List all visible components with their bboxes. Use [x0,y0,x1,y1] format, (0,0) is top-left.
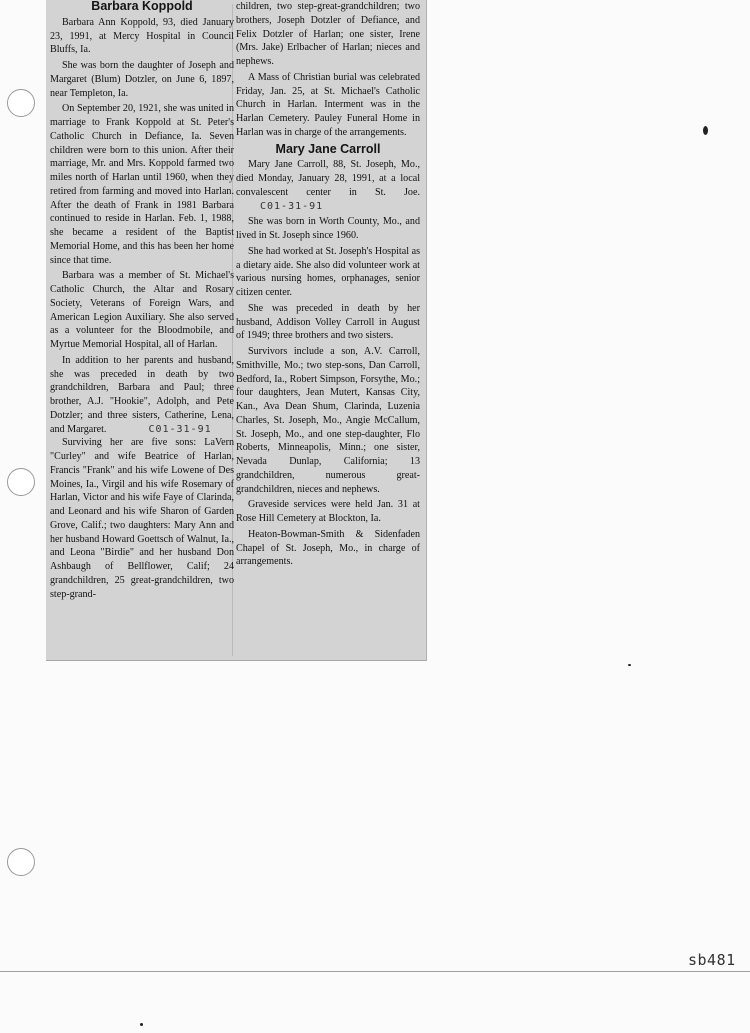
column-left [50,0,234,601]
column-right [236,0,420,569]
obit1-paragraph: On September 20, 1921, she was united in marriage to Frank Koppold at St. Peter's Catholic Church in Defiance, Ia. Seven children were born to this union. After their marriage, Mr. and Mrs. Koppold farmed two miles north of Harlan until 1960, when they retired from farming and moved into Harlan. After the death of Frank in 1981 Barbara continued to reside in Harlan. Feb. 1, 1988, she became a resident of the Baptist Memorial Home, and this has been her home since that time. [50,103,234,266]
obit1-paragraph: Barbara Ann Koppold, 93, died January 23, 1991, at Mercy Hospital in Council Bluffs, Ia. [50,16,234,56]
obit1-paragraph: A Mass of Christian burial was celebrated Friday, Jan. 25, at St. Michael's Catholic Church in Harlan. Interment was in the Harlan Cemetery. Pauley Funeral Home in Harlan was in charge of the arrangements. [236,71,420,138]
obit1-paragraph [50,354,234,437]
ink-speck [628,664,631,666]
obit2-paragraph: She was preceded in death by her husband, Addison Volley Carroll in August of 1949; three brothers and two sisters. [236,302,420,342]
catalog-number: sb481 [688,951,736,969]
obit1-paragraph-continued: children, two step-great-grandchildren; two brothers, Joseph Dotzler of Defiance, and Felix Dotzler of Harlan; one sister, Irene (Mrs. Jake) Erlbacher of Harlan; nieces and nephews. [236,1,420,67]
obituary-heading-koppold: Barbara Koppold [91,0,193,13]
obituary-heading-carroll: Mary Jane Carroll [275,141,381,156]
binder-hole-middle [7,468,35,496]
obit1-paragraph-text: In addition to her parents and husband, she was preceded in death by two grandchildren, Barbara and Paul; three brother, A.J. "Hookie", Adolph, and Pete Dotzler; and three sisters, Catherine, Lena, and Margaret. [50,354,234,435]
binder-hole-bottom [7,848,35,876]
obit2-paragraph: She was born in Worth County, Mo., and lived in St. Joseph since 1960. [236,216,420,241]
obit2-paragraph-text: Mary Jane Carroll, 88, St. Joseph, Mo., died Monday, January 28, 1991, at a local convalescent center in St. Joe. [236,159,420,198]
handwritten-date-note: C01-31-91 [260,200,324,212]
ink-speck [140,1023,143,1026]
obit1-paragraph: She was born the daughter of Joseph and Margaret (Blum) Dotzler, on June 6, 1897, near Templeton, Ia. [50,60,234,99]
obit2-paragraph: Survivors include a son, A.V. Carroll, Smithville, Mo.; two step-sons, Dan Carroll, Bedford, Ia., Robert Simpson, Forsythe, Mo.; four daughters, Jean Mutert, Kansas City, Kan., Ava Dean Shum, Clarinda, Luzenia Charles, St. Joseph, Mo., Angie McCallum, St. Joseph, Mo., and one step-daughter, Flo Roberts, Minneapolis, Minn.; one sister, Nevada Dunlap, California; 13 grandchildren, numerous great-grandchildren, nieces and nephews. [236,346,420,495]
ink-speck [703,126,708,135]
obit1-paragraph: Surviving her are five sons: LaVern "Curley" and wife Beatrice of Harlan, Francis "Frank" and his wife Lowene of Des Moines, Ia., Virgil and his wife Rosemary of Harlan, Victor and his wife Faye of Clarinda, and Leonard and his wife Sharon of Garden Grove, Calif.; two daughters: Mary Ann and her husband Howard Goettsch of Walnut, Ia., and Leona "Birdie" and her husband Don Ashbaugh of Bellflower, Calif; 24 grandchildren, 25 great-grandchildren, two step-grand- [50,437,234,600]
handwritten-date-note: C01-31-91 [148,423,212,435]
obit1-paragraph: Barbara was a member of St. Michael's Catholic Church, the Altar and Rosary Society, Veterans of Foreign Wars, and American Legion Auxiliary. She also served as a volunteer for the Bloodmobile, and Myrtue Memorial Hospital, all of Harlan. [50,270,234,350]
obit2-paragraph: She had worked at St. Joseph's Hospital as a dietary aide. She also did volunteer work at various nursing homes, orphanages, senior citizen center. [236,245,420,298]
page-edge-line [0,971,750,972]
obit2-paragraph: Graveside services were held Jan. 31 at Rose Hill Cemetery at Blockton, Ia. [236,499,420,524]
obit2-paragraph: Heaton-Bowman-Smith & Sidenfaden Chapel of St. Joseph, Mo., in charge of arrangements. [236,528,420,568]
obit2-paragraph [236,158,420,213]
binder-hole-top [7,89,35,117]
